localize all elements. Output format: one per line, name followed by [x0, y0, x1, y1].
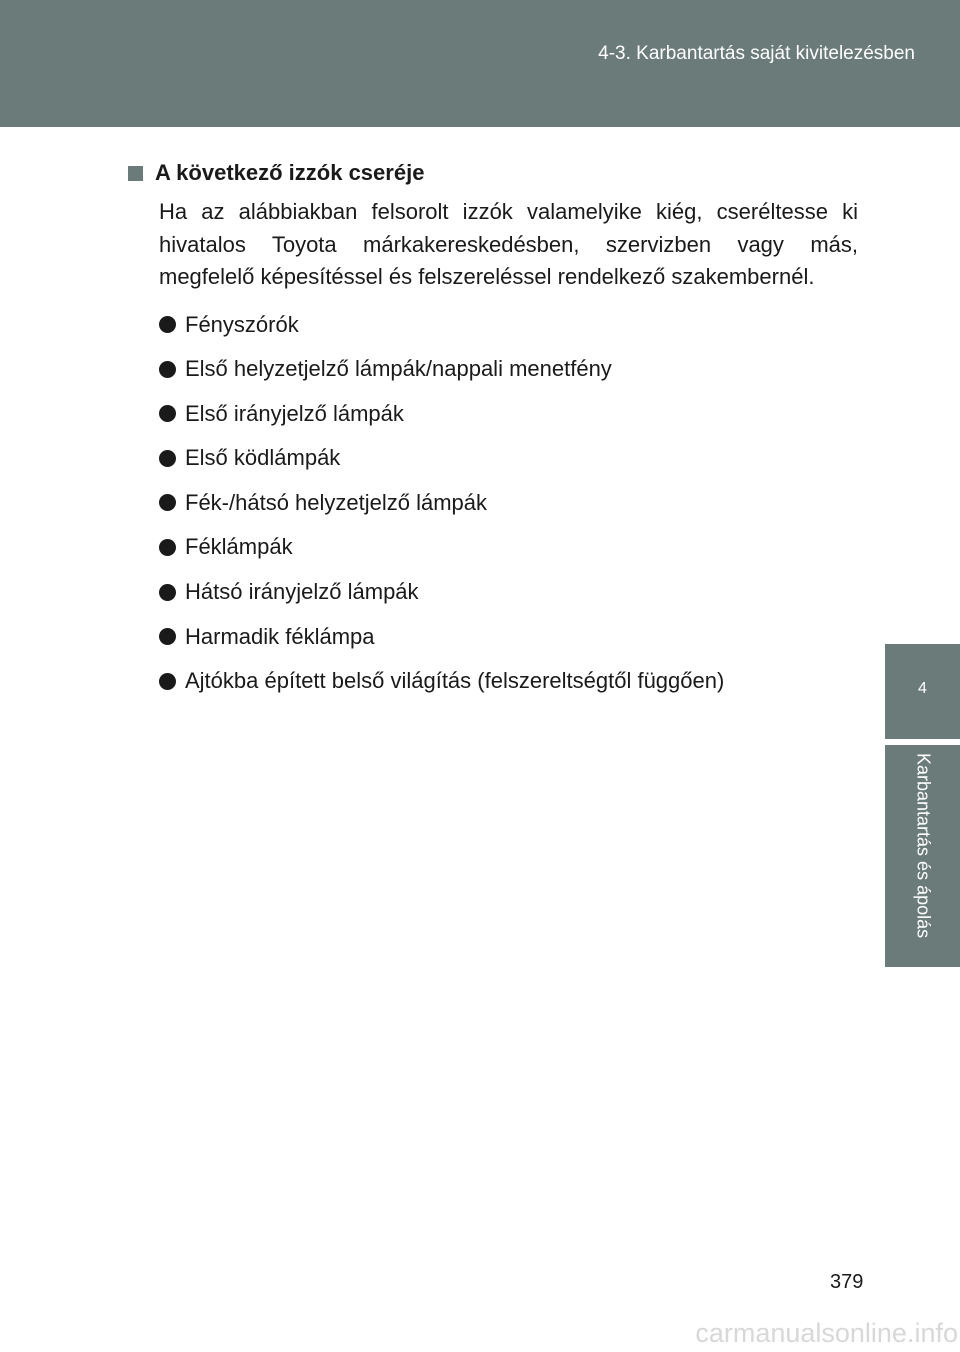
bullet-dot-icon — [159, 450, 176, 467]
intro-paragraph: Ha az alábbiakban felsorolt izzók valamelyike kiég, cseréltesse ki hivatalos Toyota márkakereskedésben, szervizben vagy más, megfelelő képesítéssel és felszereléssel rendelkező szakembernél. — [159, 199, 858, 289]
bullet-dot-icon — [159, 673, 176, 690]
list-item: Harmadik féklámpa — [159, 622, 858, 652]
bulb-list — [159, 310, 858, 697]
header-band — [0, 0, 960, 127]
section-heading — [128, 158, 858, 188]
watermark: carmanualsonline.info — [695, 1318, 958, 1348]
list-item: Fényszórók — [159, 310, 858, 340]
list-item: Hátsó irányjelző lámpák — [159, 577, 858, 607]
bullet-dot-icon — [159, 584, 176, 601]
chapter-number: 4 — [918, 680, 927, 697]
page-number: 379 — [830, 1271, 864, 1293]
bullet-dot-icon — [159, 494, 176, 511]
list-item: Első helyzetjelző lámpák/nappali menetfény — [159, 354, 858, 384]
list-item: Első irányjelző lámpák — [159, 399, 858, 429]
list-item: Ajtókba épített belső világítás (felszereltségtől függően) — [159, 666, 858, 696]
bullet-dot-icon — [159, 539, 176, 556]
bullet-dot-icon — [159, 316, 176, 333]
list-item: Első ködlámpák — [159, 443, 858, 473]
bullet-dot-icon — [159, 405, 176, 422]
bullet-dot-icon — [159, 628, 176, 645]
list-item: Fék-/hátsó helyzetjelző lámpák — [159, 488, 858, 518]
bullet-dot-icon — [159, 361, 176, 378]
chapter-title: Karbantartás és ápolás — [913, 753, 933, 939]
chapter-title-tab — [885, 745, 960, 967]
section-title: 4-3. Karbantartás saját kivitelezésben — [598, 43, 915, 64]
square-bullet-icon — [128, 166, 143, 181]
list-item: Féklámpák — [159, 532, 858, 562]
main-content — [128, 158, 858, 711]
chapter-number-tab — [885, 644, 960, 739]
section-heading-text: A következő izzók cseréje — [155, 160, 425, 185]
